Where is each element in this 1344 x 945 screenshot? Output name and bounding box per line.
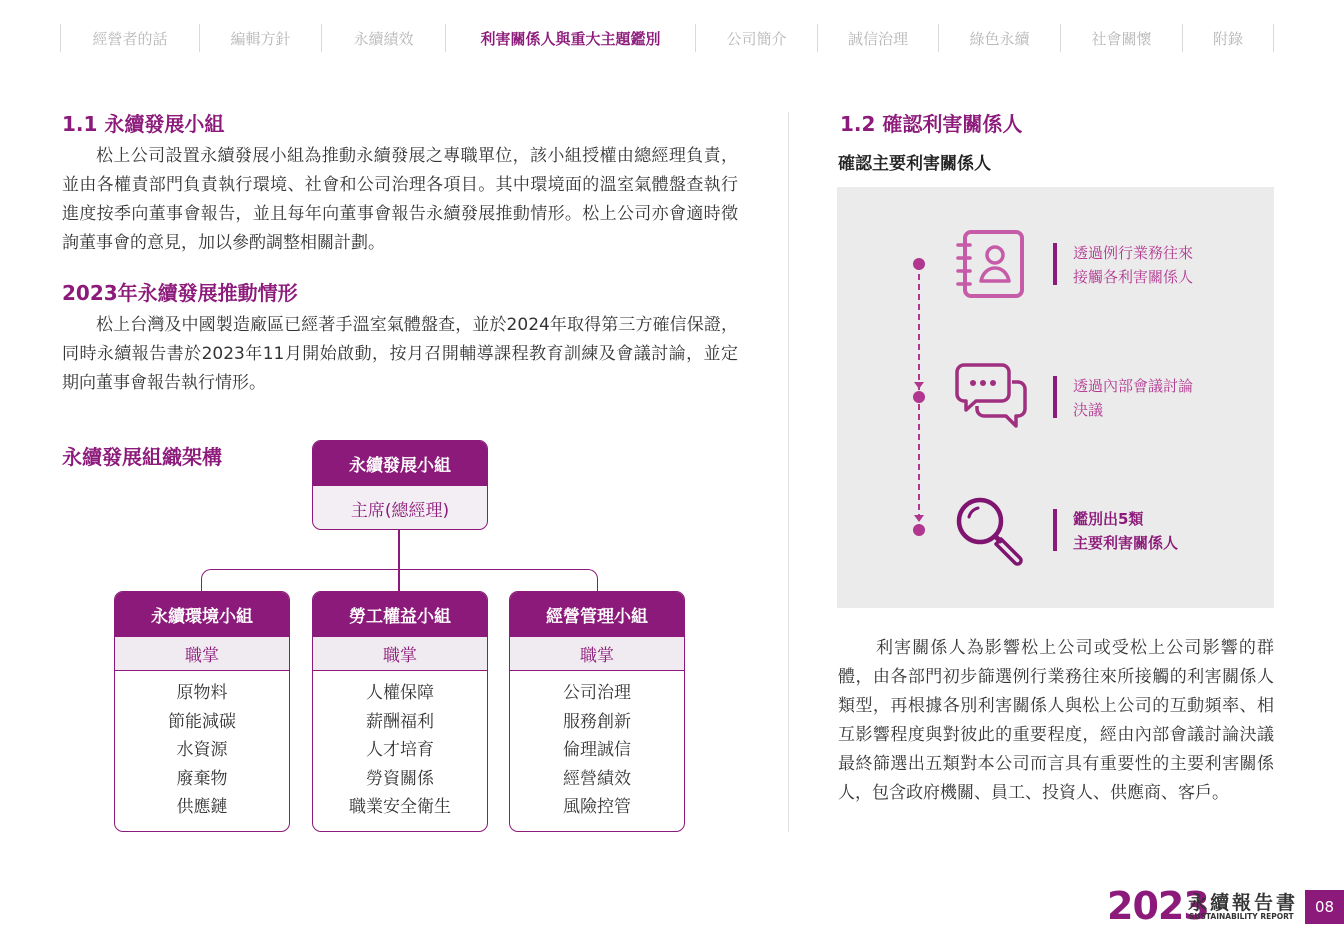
org-group-item: 公司治理 [563, 683, 631, 703]
tab-integrity-governance[interactable]: 誠信治理 [817, 24, 938, 52]
org-top-box [312, 440, 488, 530]
timeline-dot [913, 258, 925, 270]
step-3-text [1073, 507, 1178, 555]
org-group-item: 供應鏈 [176, 797, 228, 818]
step-1-line1: 透過例行業務往來 [1073, 244, 1194, 262]
sustainability-team-paragraph: 松上公司設置永續發展小組為推動永續發展之專職單位，該小組授權由總經理負責，並由各權責部門負責執行環境、社會和公司治理各項目。其中環境面的溫室氣體盤查執行進度按季向董事會報告，並且每年向董事會報告永續發展推動情形。松上公司亦會適時徵詢董事會的意見，加以參酌調整相關計劃。 [62, 146, 738, 253]
step-1-line2: 接觸各利害關係人 [1073, 268, 1194, 286]
org-group-title: 經營管理小組 [510, 592, 684, 637]
tab-stakeholders-material-topics[interactable]: 利害關係人與重大主題鑑別 [445, 24, 695, 52]
org-group-item: 人才培育 [366, 740, 434, 761]
org-top-subtitle: 主席(總經理) [350, 501, 450, 521]
org-group-item: 風險控管 [563, 797, 631, 818]
stakeholder-paragraph: 利害關係人為影響松上公司或受松上公司影響的群體，由各部門初步篩選例行業務往來所接觸的利害關係人類型，再根據各別利害關係人與松上公司的互動頻率、相互影響程度與對彼此的重要程度，經由內部會議討論決議最終篩選出五類對本公司而言具有重要性的主要利害關係人，包含政府機關、員工、投資人、供應商、客戶。 [838, 638, 1274, 803]
section-title-sustainability-team: 1.1 永續發展小組 [62, 112, 225, 136]
timeline-arrow [914, 515, 924, 522]
step-marker [1053, 509, 1057, 551]
org-group-management [509, 591, 685, 832]
org-group-item: 廢棄物 [176, 768, 228, 789]
step-3-line1: 鑑別出5類 [1073, 510, 1144, 528]
org-group-environment [114, 591, 290, 832]
org-group-item: 節能減碳 [168, 711, 236, 732]
tab-appendix[interactable]: 附錄 [1182, 24, 1274, 52]
org-group-item: 原物料 [176, 683, 228, 703]
tab-green-sustainability[interactable]: 綠色永續 [938, 24, 1060, 52]
tab-social-care[interactable]: 社會關懷 [1060, 24, 1182, 52]
step-2-line2: 決議 [1073, 401, 1104, 419]
org-group-item: 勞資關係 [366, 768, 434, 789]
org-group-item: 水資源 [176, 740, 228, 761]
top-navigation [60, 24, 1274, 52]
tab-sustainability-performance[interactable]: 永續績效 [321, 24, 445, 52]
tab-company-profile[interactable]: 公司簡介 [695, 24, 817, 52]
column-divider [788, 112, 789, 832]
org-group-item: 經營績效 [563, 768, 631, 789]
org-group-title: 勞工權益小組 [313, 592, 487, 637]
org-chart-title: 永續發展組織架構 [62, 445, 222, 469]
tab-ceo-message[interactable]: 經營者的話 [60, 24, 199, 52]
step-1-text [1073, 241, 1193, 289]
chat-bubbles-icon [954, 362, 1028, 432]
org-group-item: 服務創新 [563, 711, 631, 732]
step-2-line1: 透過內部會議討論 [1073, 377, 1194, 395]
org-group-item: 職業安全衛生 [349, 797, 451, 818]
org-group-title: 永續環境小組 [115, 592, 289, 637]
step-marker [1053, 243, 1057, 285]
org-group-role: 職掌 [510, 637, 684, 671]
section-title-2023-progress: 2023年永續發展推動情形 [62, 281, 298, 305]
progress-paragraph: 松上台灣及中國製造廠區已經著手溫室氣體盤查，並於2024年取得第三方確信保證，同時永續報告書於2023年11月開始啟動，按月召開輔導課程教育訓練及會議討論，並定期向董事會報告執行情形。 [62, 315, 738, 393]
footer-report-subtitle: SUSTAINABILITY REPORT [1189, 912, 1294, 921]
footer-report-title: 永續報告書 [1188, 892, 1299, 914]
footer-year: 2023 [1107, 884, 1209, 928]
page-number: 08 [1305, 890, 1344, 924]
magnifier-icon [954, 495, 1026, 567]
timeline-dot [913, 391, 925, 403]
org-group-role: 職掌 [115, 637, 289, 671]
timeline-dot [913, 524, 925, 536]
org-top-title: 永續發展小組 [313, 441, 487, 486]
subheading-main-stakeholders: 確認主要利害關係人 [838, 154, 991, 174]
step-2-text [1073, 374, 1193, 422]
org-group-labor [312, 591, 488, 832]
contact-book-icon [954, 229, 1026, 299]
section-title-identify-stakeholders: 1.2 確認利害關係人 [840, 112, 1023, 136]
org-group-item: 人權保障 [366, 683, 434, 703]
step-marker [1053, 376, 1057, 418]
timeline-arrow [914, 382, 924, 389]
org-group-item: 倫理誠信 [563, 740, 631, 761]
step-3-line2: 主要利害關係人 [1073, 534, 1179, 552]
org-group-role: 職掌 [313, 637, 487, 671]
tab-editorial-policy[interactable]: 編輯方針 [199, 24, 321, 52]
org-group-item: 薪酬福利 [366, 711, 434, 732]
